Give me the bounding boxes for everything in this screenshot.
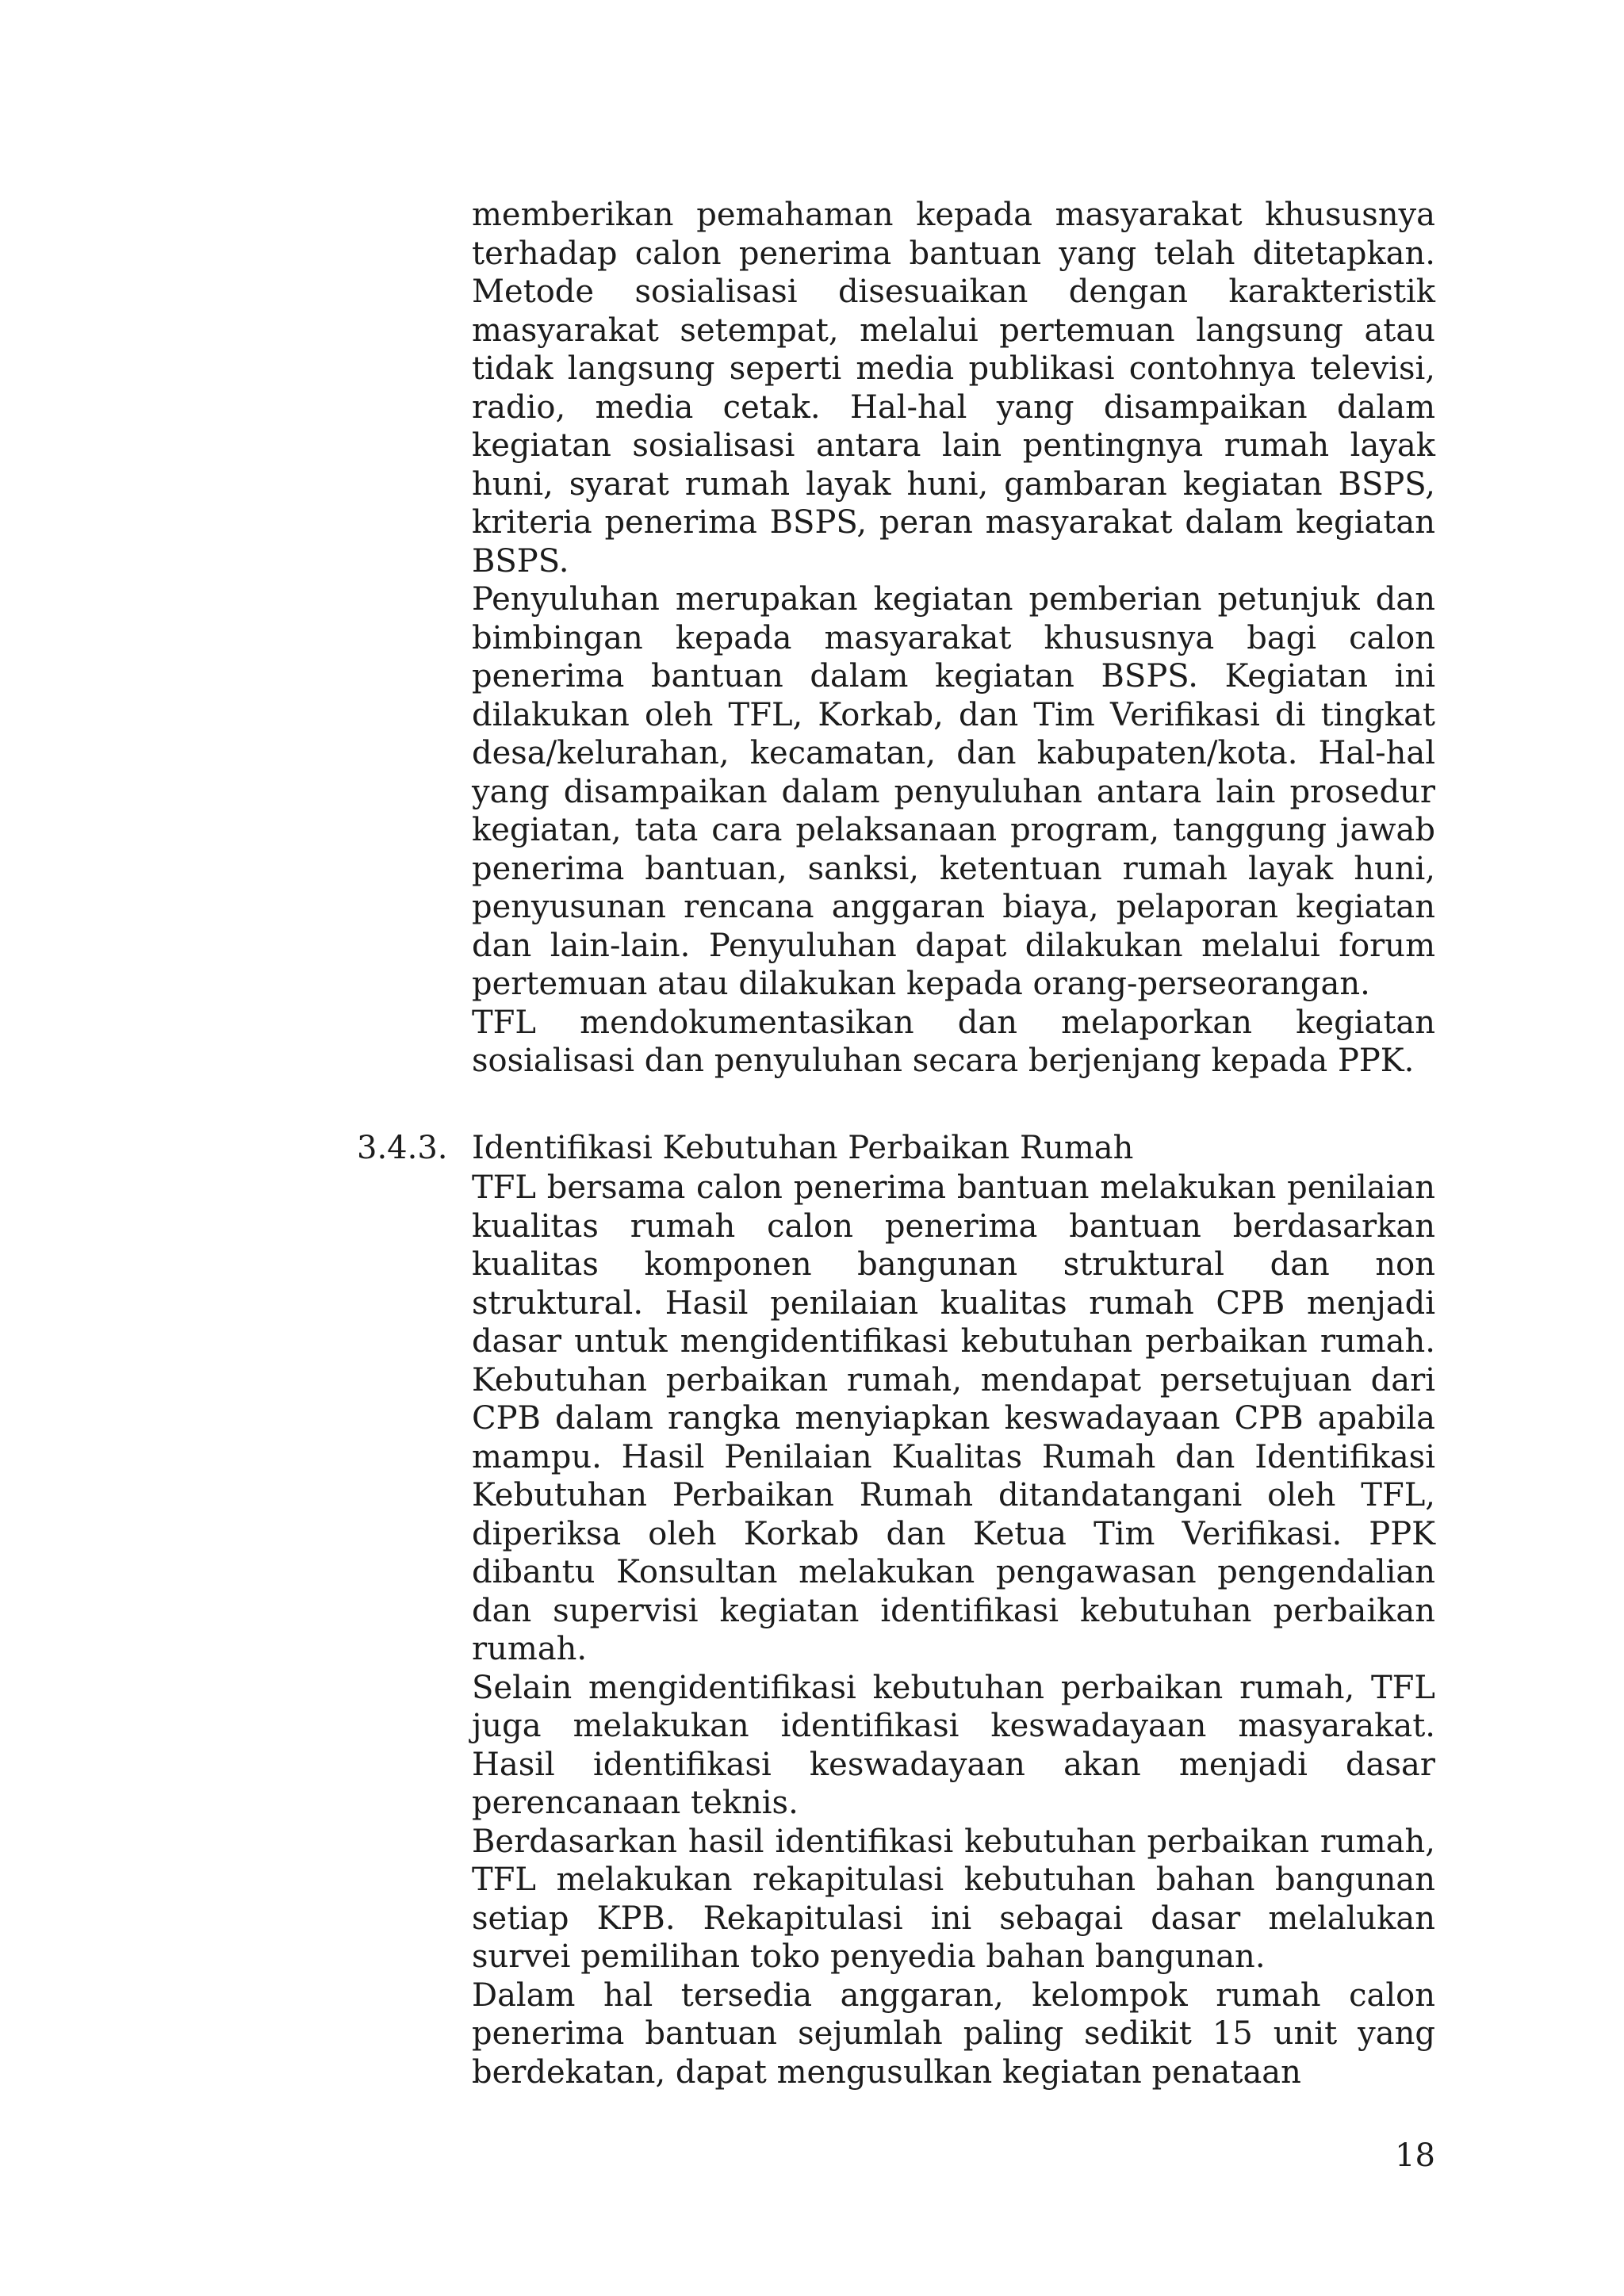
- paragraph-penataan: Dalam hal tersedia anggaran, kelompok rumah calon penerima bantuan sejumlah paling sedikit 15 unit yang berdekatan, dapat mengusulkan kegiatan penataan: [472, 1976, 1435, 2091]
- paragraph-keswadayaan: Selain mengidentifikasi kebutuhan perbaikan rumah, TFL juga melakukan identifikasi keswadayaan masyarakat. Hasil identifikasi keswadayaan akan menjadi dasar perencanaan teknis.: [472, 1669, 1435, 1821]
- body-text-block-1: [472, 196, 1435, 1081]
- paragraph-penilaian-kualitas: TFL bersama calon penerima bantuan melakukan penilaian kualitas rumah calon penerima bantuan berdasarkan kualitas komponen bangunan struktural dan non struktural. Hasil penilaian kualitas rumah CPB menjadi dasar untuk mengidentifikasi kebutuhan perbaikan rumah. Kebutuhan perbaikan rumah, mendapat persetujuan dari CPB dalam rangka menyiapkan keswadayaan CPB apabila mampu. Hasil Penilaian Kualitas Rumah dan Identifikasi Kebutuhan Perbaikan Rumah ditandatangani oleh TFL, diperiksa oleh Korkab dan Ketua Tim Verifikasi. PPK dibantu Konsultan melakukan pengawasan pengendalian dan supervisi kegiatan identifikasi kebutuhan perbaikan rumah.: [472, 1169, 1435, 1667]
- section-title: Identifikasi Kebutuhan Perbaikan Rumah: [472, 1130, 1134, 1166]
- section-number: 3.4.3.: [357, 1130, 448, 1166]
- section-heading: [357, 1129, 1133, 1168]
- paragraph-dokumentasi: TFL mendokumentasikan dan melaporkan kegiatan sosialisasi dan penyuluhan secara berjenjang kepada PPK.: [472, 1004, 1435, 1079]
- paragraph-penyuluhan: Penyuluhan merupakan kegiatan pemberian petunjuk dan bimbingan kepada masyarakat khususnya bagi calon penerima bantuan dalam kegiatan BSPS. Kegiatan ini dilakukan oleh TFL, Korkab, dan Tim Verifikasi di tingkat desa/kelurahan, kecamatan, dan kabupaten/kota. Hal-hal yang disampaikan dalam penyuluhan antara lain prosedur kegiatan, tata cara pelaksanaan program, tanggung jawab penerima bantuan, sanksi, ketentuan rumah layak huni, penyusunan rencana anggaran biaya, pelaporan kegiatan dan lain-lain. Penyuluhan dapat dilakukan melalui forum pertemuan atau dilakukan kepada orang-perseorangan.: [472, 581, 1435, 1002]
- paragraph-sosialisasi: memberikan pemahaman kepada masyarakat khususnya terhadap calon penerima bantuan yang telah ditetapkan. Metode sosialisasi disesuaikan dengan karakteristik masyarakat setempat, melalui pertemuan langsung atau tidak langsung seperti media publikasi contohnya televisi, radio, media cetak. Hal-hal yang disampaikan dalam kegiatan sosialisasi antara lain pentingnya rumah layak huni, syarat rumah layak huni, gambaran kegiatan BSPS, kriteria penerima BSPS, peran masyarakat dalam kegiatan BSPS.: [472, 197, 1435, 580]
- body-text-block-2: [472, 1169, 1435, 2091]
- page-number: 18: [1395, 2137, 1435, 2174]
- paragraph-rekapitulasi: Berdasarkan hasil identifikasi kebutuhan perbaikan rumah, TFL melakukan rekapitulasi kebutuhan bahan bangunan setiap KPB. Rekapitulasi ini sebagai dasar melalukan survei pemilihan toko penyedia bahan bangunan.: [472, 1823, 1435, 1975]
